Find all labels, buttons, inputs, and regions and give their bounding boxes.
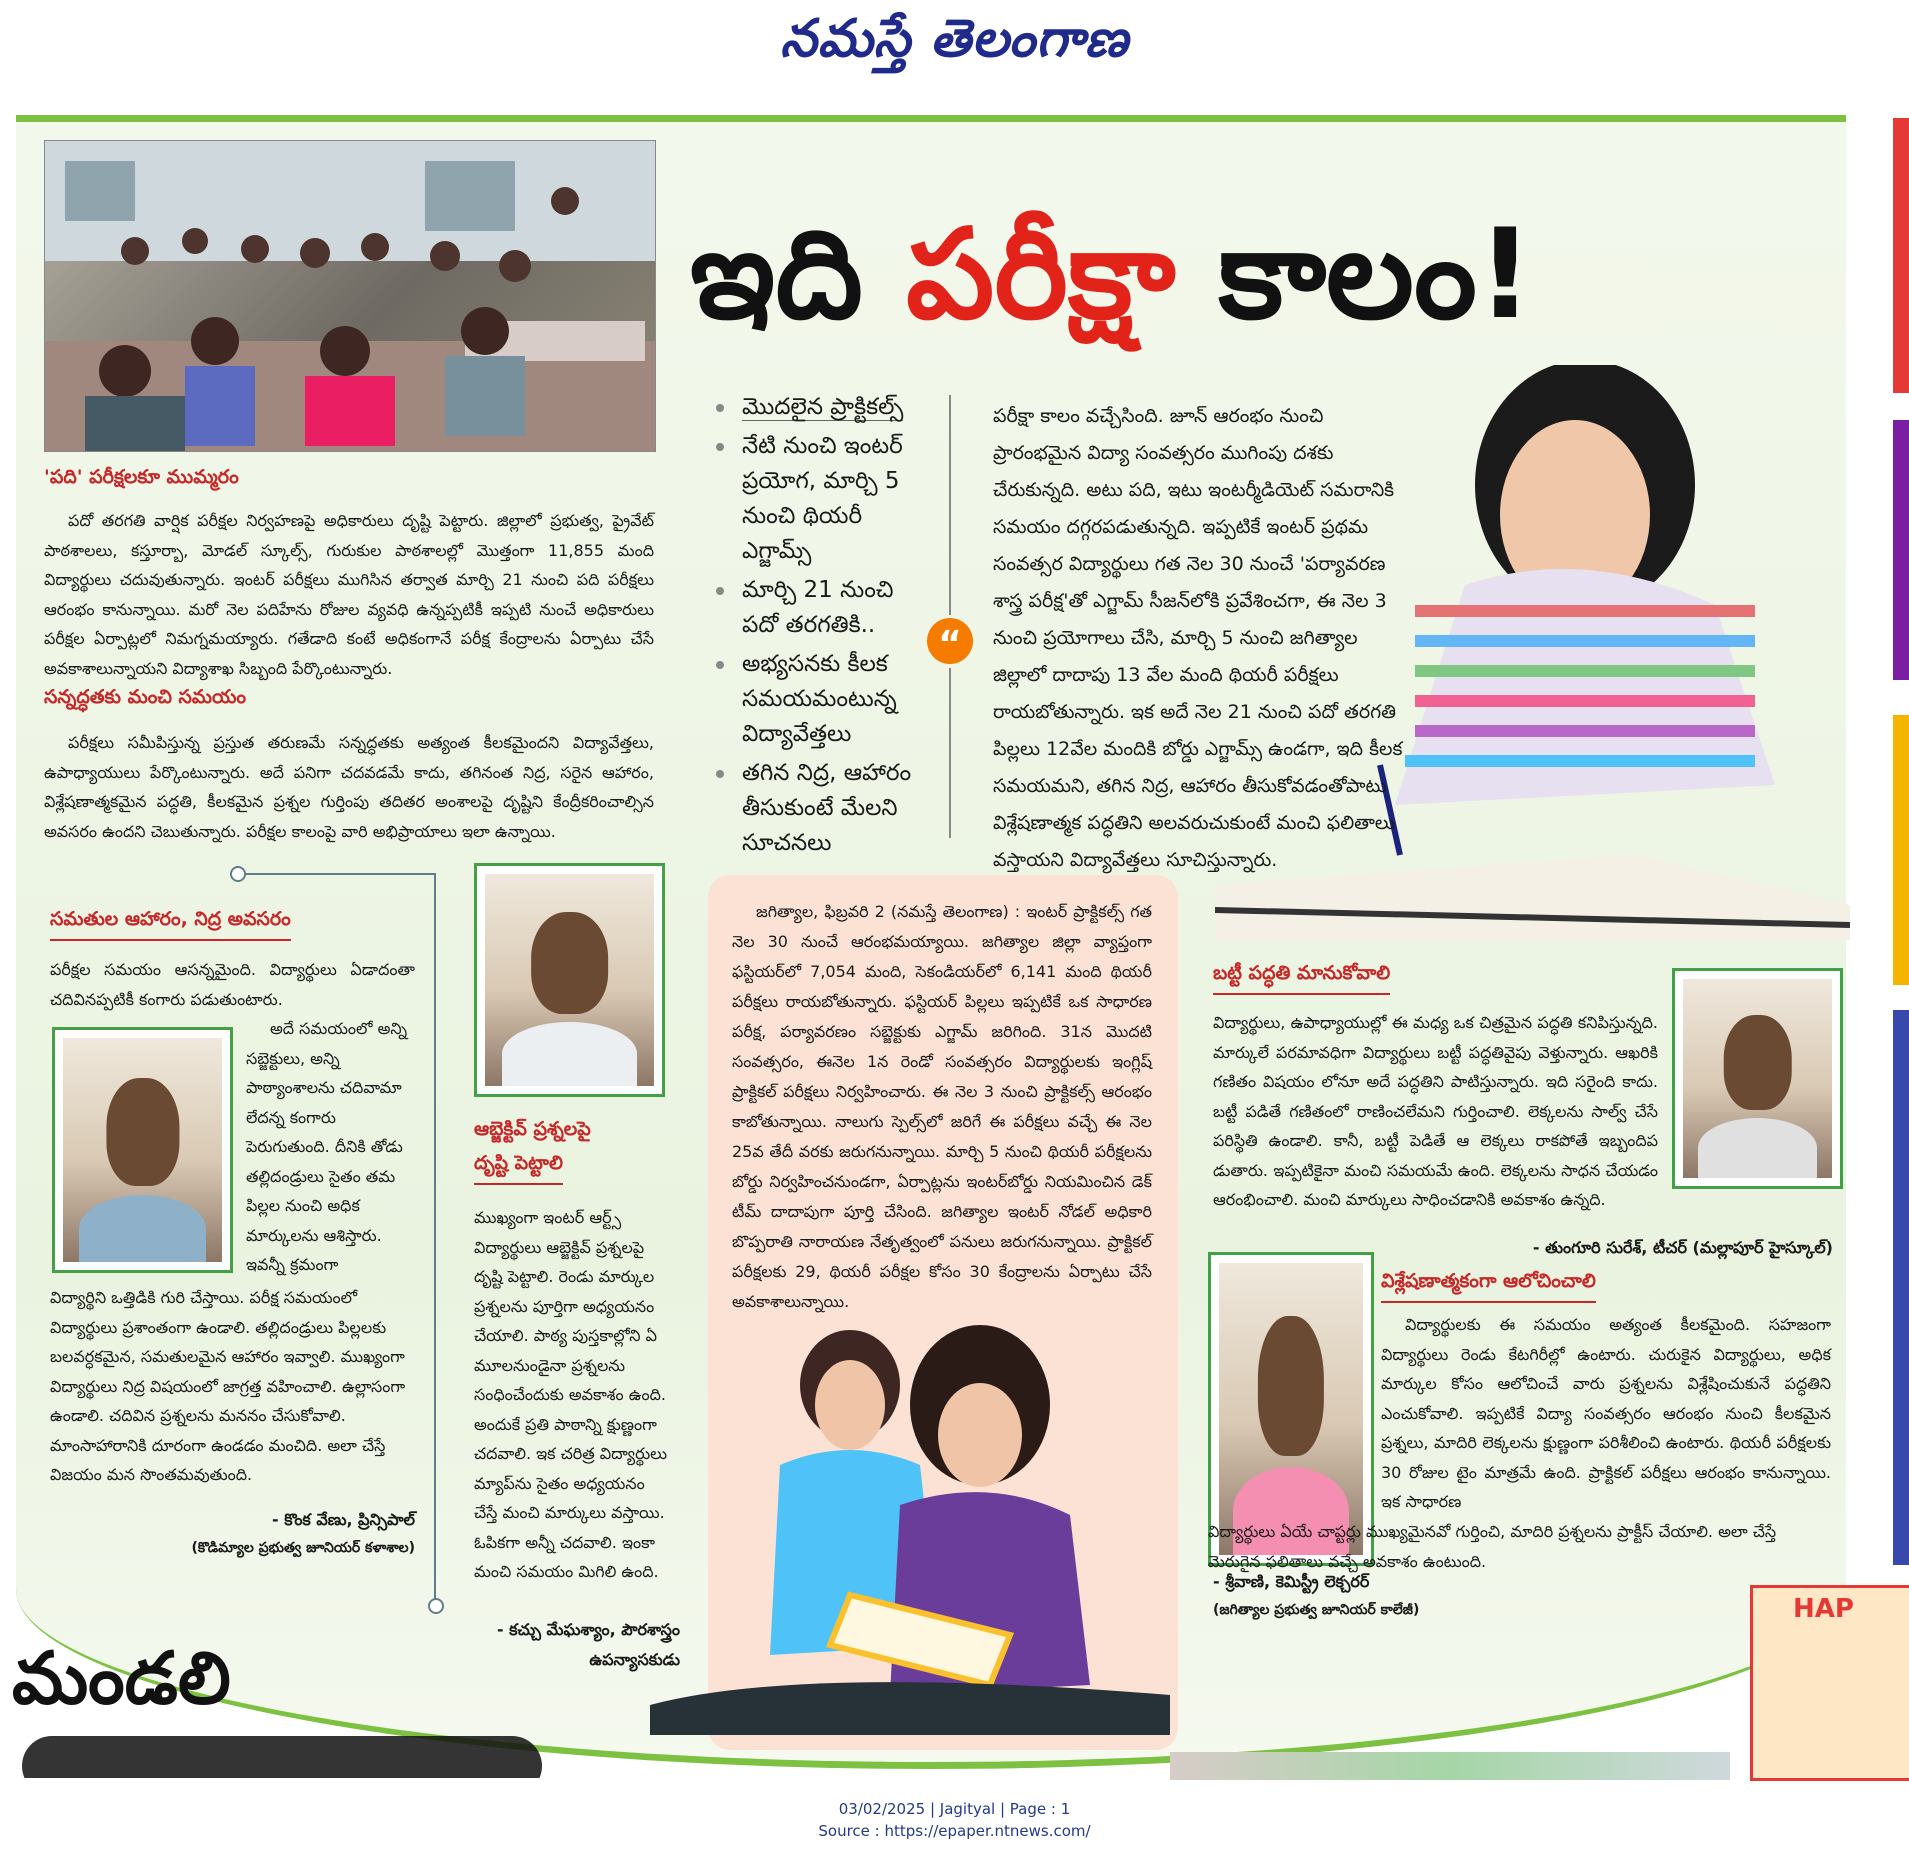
samatula-heading: సమతుల ఆహారం, నిద్ర అవసరం bbox=[50, 908, 291, 941]
news-body bbox=[732, 897, 1152, 1317]
side-ad-strip-3 bbox=[1893, 715, 1909, 985]
connector-line bbox=[236, 873, 436, 875]
vishleshana-heading: విశ్లేషణాత్మకంగా ఆలోచించాలి bbox=[1381, 1270, 1596, 1303]
connector-dot-bottom bbox=[428, 1598, 444, 1614]
vishleshana-bottom-text: విద్యార్థులు ఏయే చాప్టర్లు ముఖ్యమైనవో గుర్తించి, మాదిరి ప్రశ్నలను ప్రాక్టీస్ చేయాలి. అలా చేస్తే మెరుగైన ఫలితాలు వచ్చే అవకాశం ఉంటుంది. bbox=[1208, 1522, 1777, 1571]
sannaddhata-body bbox=[44, 728, 654, 846]
kachchu-meghashyam-portrait bbox=[474, 863, 665, 1097]
footer-date-edition: 03/02/2025 | Jagityal | Page : 1 bbox=[838, 1800, 1071, 1818]
next-article-subhead-cropped bbox=[22, 1736, 542, 1778]
headline-part-1: ఇది bbox=[690, 203, 907, 347]
samatula-body-top bbox=[50, 955, 415, 1014]
key-point: అభ్యసనకు కీలక సమయమంటున్న విద్యావేత్తలు bbox=[712, 647, 937, 752]
column-divider-top bbox=[949, 395, 951, 615]
ad-title: HAP bbox=[1793, 1594, 1854, 1624]
headline-highlight: పరీక్షా bbox=[906, 203, 1176, 347]
batti-heading: బట్టీ పద్ధతి మానుకోవాలి bbox=[1213, 962, 1390, 995]
side-ad-strip-4 bbox=[1893, 1010, 1909, 1565]
column-divider-bottom bbox=[949, 668, 951, 838]
next-article-photo-cropped bbox=[1170, 1752, 1730, 1780]
vishleshana-body-bottom bbox=[1208, 1517, 1808, 1576]
key-point: మొదలైన ప్రాక్టికల్స్ bbox=[712, 390, 937, 425]
samatula-side-text: అదే సమయంలో అన్ని సబ్జెక్టులు, అన్ని పాఠ్యాంశాలను చదివామా లేదన్న కంగారు పెరుగుతుంది. దీనికి తోడు తల్లిదండ్రులు సైతం తమ పిల్లల నుంచి అధిక మార్కులను ఆశిస్తారు. ఇవన్నీ క్రమంగా bbox=[246, 1019, 408, 1274]
samatula-signature-2: (కొడిమ్యాల ప్రభుత్వ జూనియర్ కళాశాల) bbox=[191, 1540, 415, 1556]
main-headline bbox=[690, 190, 1840, 360]
padi-body bbox=[44, 506, 654, 683]
vishleshana-signature-1: - శ్రీవాణి, కెమిస్ట్రీ లెక్చరర్ bbox=[1213, 1572, 1370, 1591]
batti-text: విద్యార్థులు, ఉపాధ్యాయుల్లో ఈ మధ్య ఒక చిత్రమైన పద్ధతి కనిపిస్తున్నది. మార్కులే పరమావధిగా విద్యార్థులు బట్టీ పద్ధతివైపు వెళ్తున్నారు. ఆఖరికి గణితం విషయం లోనూ అదే పద్ధతిని పాటిస్తున్నారు. ఇది సరైంది కాదు. బట్టీ పడితే గణితంలో రాణించలేమని గుర్తించాలి. లెక్కలను సాల్వ్ చేసే పరిస్థితి ఉండాలి. కానీ, బట్టీ పెడితే ఆ లెక్కలు రాకపోతే ఇబ్బందిప డుతారు. ఇప్పటికైనా మంచి సమయమే ఉంది. లెక్కలను సాధన చేయడం ఆరంభించాలి. మంచి మార్కులు సాధించడానికి అవకాశం ఉన్నది. bbox=[1213, 1013, 1658, 1209]
objective-text: ముఖ్యంగా ఇంటర్ ఆర్ట్స్ విద్యార్థులు ఆబ్జెక్టివ్ ప్రశ్నలపై దృష్టి పెట్టాలి. రెండు మార్కుల ప్రశ్నలను పూర్తిగా అధ్యయనం చేయాలి. పాఠ్య పుస్తకాల్లోని ఏ మూలనుండైనా ప్రశ్నలను సంధించేందుకు అవకాశం ఉంది. అందుకే ప్రతి పాఠాన్ని క్షుణ్ణంగా చదవాలి. ఇక చరిత్ర విద్యార్థులు మ్యాప్‌ను సైతం అధ్యయనం చేస్తే మంచి మార్కులు వస్తాయి. ఓపికగా అన్నీ చదవాలి. ఇంకా మంచి సమయం మిగిలి ఉంది. bbox=[474, 1208, 668, 1581]
intro-paragraph bbox=[993, 398, 1403, 879]
batti-body bbox=[1213, 1008, 1658, 1215]
classroom-illustration bbox=[45, 141, 655, 451]
students-illustration bbox=[650, 1325, 1170, 1735]
next-article-headline: మండలి bbox=[12, 1636, 231, 1720]
padi-heading: 'పది' పరీక్షలకూ ముమ్మరం bbox=[44, 466, 239, 488]
side-ad-strip-1 bbox=[1893, 118, 1909, 393]
objective-heading-1: ఆబ్జెక్టివ్ ప్రశ్నలపై bbox=[474, 1118, 591, 1140]
tunguri-suresh-portrait bbox=[1672, 968, 1843, 1189]
key-point: మార్చి 21 నుంచి పదో తరగతికి.. bbox=[712, 573, 937, 643]
connector-dot bbox=[230, 866, 246, 882]
samatula-bottom-text: విద్యార్థిని ఒత్తిడికి గురి చేస్తాయి. పరీక్ష సమయంలో విద్యార్థులు ప్రశాంతంగా ఉండాలి. తల్లిదండ్రులు పిల్లలకు బలవర్ధకమైన, సమతులమైన ఆహారం ఇవ్వాలి. ముఖ్యంగా విద్యార్థులు నిద్ర విషయంలో జాగ్రత్త వహించాలి. ఉల్లాసంగా ఉండాలి. చదివిన ప్రశ్నలను మననం చేసుకోవాలి. మాంసాహారానికి దూరంగా ఉండడం మంచిది. అలా చేస్తే విజయం మన సొంతమవుతుంది. bbox=[50, 1288, 406, 1484]
masthead-logo: నమస్తే తెలంగాణ bbox=[780, 8, 1129, 69]
connector-vertical bbox=[434, 873, 436, 1603]
samatula-signature-1: - కొంక వేణు, ప్రిన్సిపాల్ bbox=[272, 1510, 415, 1529]
footer-source-link[interactable]: Source : https://epaper.ntnews.com/ bbox=[818, 1822, 1091, 1840]
advertisement-box bbox=[1750, 1585, 1909, 1781]
classroom-exam-photo bbox=[44, 140, 656, 452]
news-text: జగిత్యాల, ఫిబ్రవరి 2 (నమస్తే తెలంగాణ) : ఇంటర్ ప్రాక్టికల్స్ గత నెల 30 నుంచే ఆరంభమయ్యాయి. జగిత్యాల జిల్లా వ్యాప్తంగా ఫస్టియర్‌లో 7,054 మంది, సెకండియర్‌లో 6,141 మంది థియరీ పరీక్షలు రాయబోతున్నారు. ఫస్టియర్ పిల్లలు ఇప్పటికే ఒక సాధారణ పరీక్ష, పర్యావరణం సబ్జెక్టుకు ఎగ్జామ్ జరిగింది. 31న మొదటి సంవత్సరం, ఈనెల 1న రెండో సంవత్సరం విద్యార్థులకు ఇంగ్లిష్ ప్రాక్టికల్ పరీక్షలు నిర్వహించారు. ఈ నెల 3 నుంచి ప్రాక్టికల్స్ ఆరంభం కాబోతున్నాయి. నాలుగు స్పెల్స్‌లో జరిగే ఈ పరీక్షలు వచ్చే ఈ నెల 25వ తేదీ వరకు జరుగనున్నాయి. మార్చి 5 నుంచి థియరీ పరీక్షలను బోర్డు నిర్వహించనుండగా, ఏర్పాట్లను ఇంటర్‌బోర్డు నియమించిన డెక్ టీమ్ దాదాపుగా పూర్తి చేసింది. జగిత్యాల ఇంటర్ నోడల్ అధికారి బొప్పరాతి నారాయణ నేతృత్వంలో పనులు జరుగనున్నాయి. ప్రాక్టికల్ పరీక్షలకు 29, థియరీ పరీక్షల కోసం 30 కేంద్రాలను ఏర్పాటు చేసే అవకాశాలున్నాయి. bbox=[732, 902, 1152, 1311]
objective-heading-2: దృష్టి పెట్టాలి bbox=[474, 1152, 563, 1185]
key-point: నేటి నుంచి ఇంటర్ ప్రయోగ, మార్చి 5 నుంచి థియరీ ఎగ్జామ్స్ bbox=[712, 429, 937, 569]
students-reading-photo bbox=[650, 1325, 1170, 1735]
vishleshana-side-text: విద్యార్థులకు ఈ సమయం అత్యంత కీలకమైంది. సహజంగా విద్యార్థులు రెండు కేటగిరీల్లో ఉంటారు. చురుకైన విద్యార్థులు, అధిక మార్కుల కోసం ఆలోచించే వారు ప్రశ్నలను విశ్లేషించుకునే పద్ధతిని ఎంచుకోవాలి. ఇప్పటికే విద్యా సంవత్సరం ఆరంభం నుంచి కీలకమైన ప్రశ్నలు, మాదిరి లెక్కలను క్షుణ్ణంగా పరిశీలించి ఉంటారు. థియరీ పరీక్షలకు 30 రోజుల టైం మాత్రమే ఉంది. ప్రాక్టికల్ పరీక్షలు ఆరంభం కానున్నాయి. ఇక సాధారణ bbox=[1381, 1315, 1831, 1511]
samatula-body-side bbox=[246, 1014, 416, 1280]
samatula-body-bottom bbox=[50, 1283, 415, 1490]
key-point: తగిన నిద్ర, ఆహారం తీసుకుంటే మేలని సూచనలు bbox=[712, 756, 937, 861]
objective-signature-1: - కచ్చు మేఘశ్యాం, పౌరశాస్త్రం bbox=[496, 1620, 680, 1639]
side-ad-strip-2 bbox=[1893, 420, 1909, 680]
konka-venu-portrait bbox=[52, 1027, 233, 1273]
sannaddhata-heading: సన్నద్ధతకు మంచి సమయం bbox=[44, 686, 247, 708]
quote-icon: “ bbox=[927, 618, 973, 664]
intro-text: పరీక్షా కాలం వచ్చేసింది. జూన్ ఆరంభం నుంచి ప్రారంభమైన విద్యా సంవత్సరం ముగింపు దశకు చేరుకున్నది. అటు పది, ఇటు ఇంటర్మీడియెట్ సమరానికి సమయం దగ్గరపడుతున్నది. ఇప్పటికే ఇంటర్ ప్రథమ సంవత్సర విద్యార్థులు గత నెల 30 నుంచే 'పర్యావరణ శాస్త్ర పరీక్ష'తో ఎగ్జామ్ సీజన్‌లోకి ప్రవేశించగా, ఈ నెల 3 నుంచి ప్రయోగాలు చేసి, మార్చి 5 నుంచి జగిత్యాల జిల్లాలో దాదాపు 13 వేల మంది థియరీ పరీక్షలు రాయబోతున్నారు. ఇక అదే నెల 21 నుంచి పదో తరగతి పిల్లలు 12వేల మందికి బోర్డు ఎగ్జామ్స్ ఉండగా, ఇది కీలక సమయమని, తగిన నిద్ర, ఆహారం తీసుకోవడంతోపాటు విశ్లేషణాత్మక పద్ధతిని అలవరుచుకుంటే మంచి ఫలితాలు వస్తాయని విద్యావేత్తలు సూచిస్తున్నారు. bbox=[993, 405, 1403, 871]
headline-part-3: కాలం! bbox=[1175, 203, 1534, 347]
batti-signature: - తుంగూరి సురేశ్, టీచర్ (మల్లాపూర్ హైస్కూల్) bbox=[1532, 1238, 1833, 1257]
objective-body bbox=[474, 1203, 669, 1587]
vishleshana-signature-2: (జగిత్యాల ప్రభుత్వ జూనియర్ కాలేజీ) bbox=[1213, 1602, 1420, 1618]
objective-signature-2: ఉపన్యాసకుడు bbox=[589, 1650, 680, 1669]
sannaddhata-paragraph: పరీక్షలు సమీపిస్తున్న ప్రస్తుత తరుణమే సన్నద్ధతకు అత్యంత కీలకమైందని విద్యావేత్తలు, ఉపాధ్యాయులు పేర్కొంటున్నారు. అదే పనిగా చదవడమే కాదు, తగినంత నిద్ర, సరైన ఆహారం, విశ్లేషణాత్మకమైన పద్ధతి, కీలకమైన ప్రశ్నల గుర్తింపు తదితర అంశాలపై దృష్టిని కేంద్రీకరించాల్సిన అవసరం ఉందని చెబుతున్నారు. పరీక్షల కాలంపై వారి అభిప్రాయాలు ఇలా ఉన్నాయి. bbox=[44, 733, 654, 841]
padi-paragraph: పదో తరగతి వార్షిక పరీక్షల నిర్వహణపై అధికారులు దృష్టి పెట్టారు. జిల్లాలో ప్రభుత్వ, ప్రైవేట్ పాఠశాలలు, కస్తూర్బా, మోడల్ స్కూల్స్, గురుకుల పాఠశాలల్లో మొత్తంగా 11,855 మంది విద్యార్థులు చదువుతున్నారు. ఇంటర్ పరీక్షలు ముగిసిన తర్వాత మార్చి 21 నుంచి పది పరీక్షలు ఆరంభం కానున్నాయి. మరో నెల పదిహేను రోజుల వ్యవధి ఉన్నప్పటికీ ఇప్పటి నుంచే అధికారులు పరీక్షల ఏర్పాట్లలో నిమగ్నమయ్యారు. గతేడాది కంటే అధికంగానే పరీక్ష కేంద్రాలను ఏర్పాటు చేసే అవకాశాలున్నాయని విద్యాశాఖ సిబ్బంది పేర్కొంటున్నారు. bbox=[44, 511, 654, 678]
key-points-list bbox=[712, 390, 937, 865]
samatula-intro: పరీక్షల సమయం ఆసన్నమైంది. విద్యార్థులు ఏడాదంతా చదివినప్పటికీ కంగారు పడుతుంటారు. bbox=[50, 960, 415, 1009]
vishleshana-body-side bbox=[1381, 1310, 1831, 1517]
